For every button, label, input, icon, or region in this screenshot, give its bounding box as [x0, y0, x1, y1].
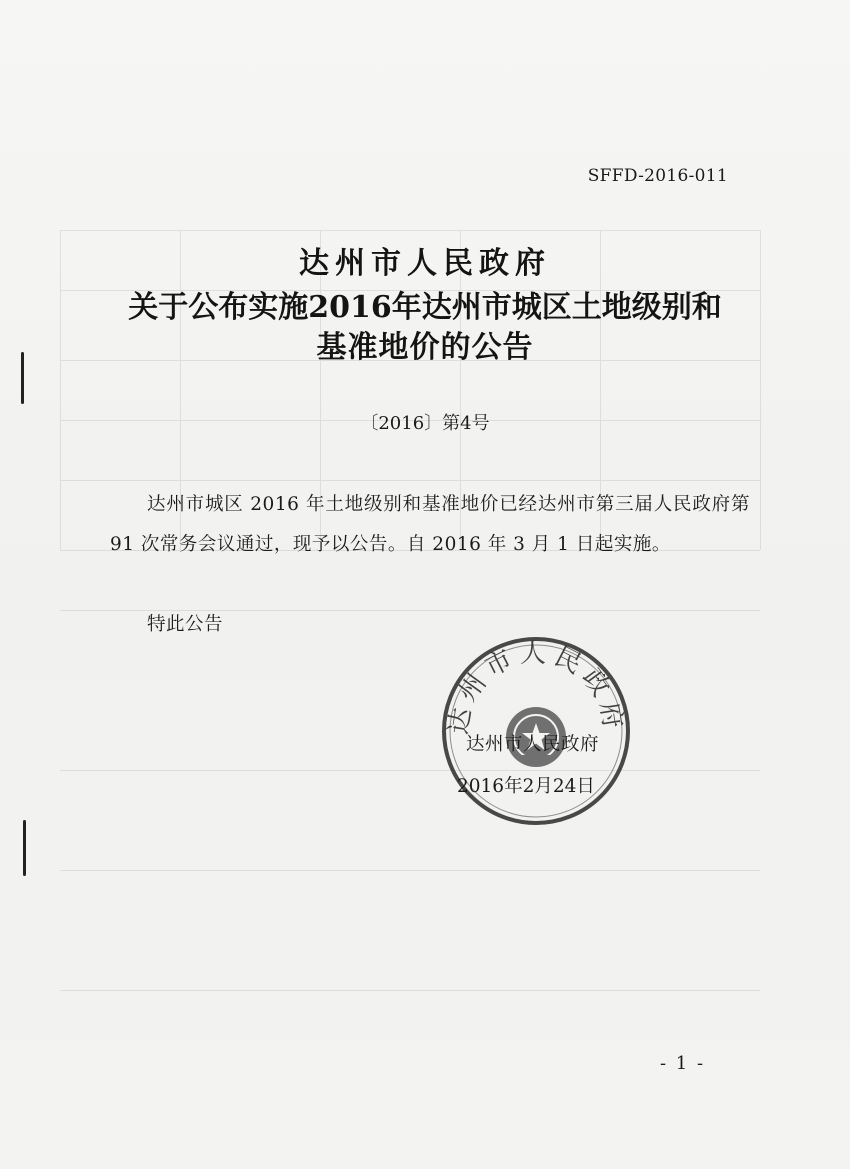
title-line-1: 达州市人民政府 — [299, 246, 551, 281]
document-code: SFFD-2016-011 — [587, 166, 728, 186]
closing-phrase: 特此公告 — [147, 614, 224, 635]
document-number: 〔2016〕第4号 — [360, 413, 490, 434]
signature-organization: 达州市人民政府 — [466, 734, 600, 755]
title-line-3: 基准地价的公告 — [316, 330, 534, 365]
binding-staple-mark-bottom — [23, 820, 26, 876]
body-paragraph: 达州市城区 2016 年土地级别和基准地价已经达州市第三届人民政府第 91 次常务会议通过，现予以公告。自 2016 年 3 月 1 日起实施。 — [110, 494, 750, 555]
svg-text:达州市人民政府: 达州市人民政府 — [443, 639, 629, 737]
signature-date: 2016年2月24日 — [457, 776, 595, 797]
title-line-2: 关于公布实施2016年达州市城区土地级别和 — [128, 290, 722, 325]
page-number: - 1 - — [660, 1053, 706, 1074]
